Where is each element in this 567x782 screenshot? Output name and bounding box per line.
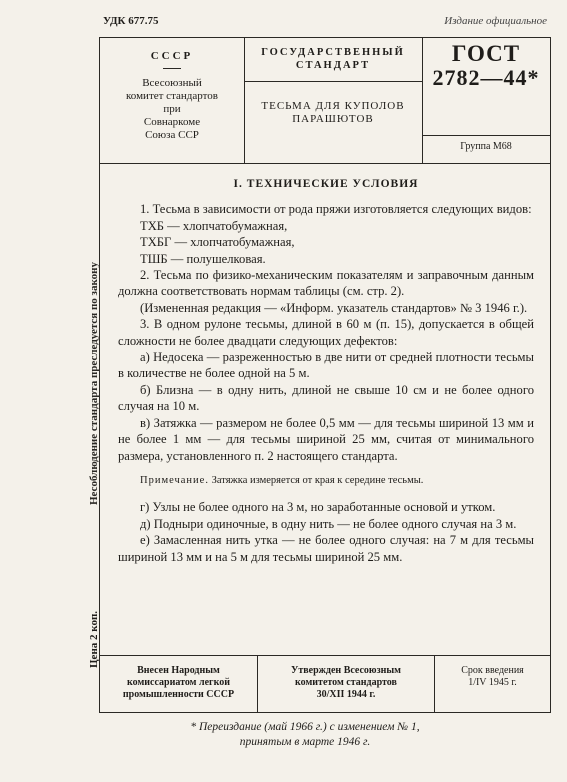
- type-txb: ТХБ — хлопчатобумажная,: [140, 218, 288, 233]
- defect-a: а) Недосека — разреженностью в две нити от средней плотности тесьмы в количестве не более одной на 5 м.: [118, 350, 534, 381]
- standard-type: ГОСУДАРСТВЕННЫЙ СТАНДАРТ: [261, 47, 405, 71]
- defect-v: в) Затяжка — размером не более 0,5 мм — для тесьмы шириной 13 мм и не более 1 мм — для тесьмы шириной 25 мм, считая от минимального размера, установленного п. 2 настоящего стандарта.: [118, 415, 534, 463]
- group-code: Группа М68: [460, 141, 512, 152]
- header-right-cell: [422, 38, 550, 163]
- country-label: СССР: [150, 50, 194, 62]
- header-table: [100, 38, 550, 164]
- amendment-note: (Измененная редакция — «Информ. указатель стандартов» № 3 1946 г.).: [140, 300, 528, 315]
- edition-note: Издание официальное: [444, 15, 547, 27]
- effective-date: Срок введения 1/IV 1945 г.: [461, 665, 524, 688]
- paragraph-1: 1. Тесьма в зависимости от рода пряжи изготовляется следующих видов:: [140, 202, 532, 217]
- udk-code: УДК 677.75: [103, 15, 159, 27]
- defect-e: е) Замасленная нить утка — не более одного случая: на 7 м для тесьмы шириной 13 мм и на 5 м для тесьмы шириной 25 мм.: [118, 533, 534, 564]
- divider: [163, 68, 181, 69]
- defect-d: д) Подныри одиночные, в одну нить — не более одного случая на 3 м.: [140, 516, 517, 531]
- committee-name: Всесоюзный комитет стандартов при Совнаркоме Союза ССР: [126, 77, 218, 141]
- paragraph-2: 2. Тесьма по физико-механическим показателям и заправочным данным должна соответствовать нормам таблицы (см. стр. 2).: [118, 268, 534, 299]
- defect-g: г) Узлы не более одного на 3 м, но заработанные основой и утком.: [140, 500, 496, 515]
- note-text: Затяжка измеряется от края к середине тесьмы.: [211, 474, 424, 486]
- divider: [422, 135, 550, 136]
- divider: [244, 81, 422, 82]
- footer-table: [100, 655, 550, 713]
- defect-b: б) Близна — в одну нить, длиной не свыше 10 см и не более одного случая на 10 м.: [118, 382, 534, 414]
- document-body: [118, 176, 534, 565]
- paragraph-3: 3. В одном рулоне тесьмы, длиной в 60 м (п. 15), допускается в общей сложности не более двадцати следующих дефектов:: [118, 317, 534, 348]
- note-label: Примечание.: [140, 474, 209, 486]
- header-left-cell: [100, 38, 245, 163]
- gost-label: ГОСТ: [451, 41, 521, 66]
- standard-title: ТЕСЬМА ДЛЯ КУПОЛОВ ПАРАШЮТОВ: [261, 100, 405, 125]
- side-legal-text: Несоблюдение стандарта преследуется по закону: [88, 262, 100, 505]
- approved-by: Утвержден Всесоюзным комитетом стандартов 30/XII 1944 г.: [258, 656, 435, 713]
- document-frame: [99, 37, 551, 713]
- header-mid-cell: [244, 38, 423, 163]
- section-title: I. ТЕХНИЧЕСКИЕ УСЛОВИЯ: [233, 178, 419, 190]
- introduced-by: Внесен Народным комиссариатом легкой промышленности СССР: [100, 656, 258, 713]
- type-txbg: ТХБГ — хлопчатобумажная,: [140, 235, 295, 250]
- reissue-note: * Переиздание (май 1966 г.) с изменением № 1, принятым в марте 1946 г.: [190, 721, 420, 748]
- gost-number: 2782—44*: [432, 65, 540, 90]
- type-tshb: ТШБ — полушелковая.: [140, 251, 266, 266]
- note: [118, 473, 534, 489]
- price-text: Цена 2 коп.: [88, 610, 100, 668]
